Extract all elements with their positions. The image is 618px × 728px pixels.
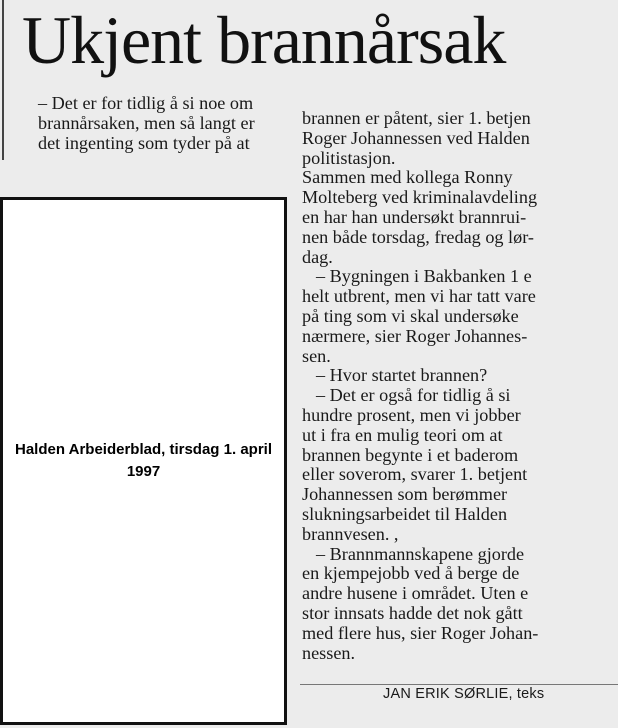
article-column-left [38, 94, 255, 153]
article-line: brannen er påtent, sier 1. betjen [302, 108, 531, 128]
article-line: sen. [302, 345, 331, 366]
caption-text: Halden Arbeiderblad, tirsdag 1. april 1997 [14, 441, 272, 480]
article-line: nen både torsdag, fredag og lør- [302, 226, 534, 247]
article-line: – Hvor startet brannen? [316, 365, 488, 386]
article-line: – Det er for tidlig å si noe om [38, 93, 254, 113]
article-line: med flere hus, sier Roger Johan- [302, 622, 539, 643]
article-line: Molteberg ved kriminalavdeling [302, 187, 538, 208]
column-rule [2, 0, 4, 160]
article-line: helt utbrent, men vi har tatt vare [302, 286, 536, 307]
article-line: dag. [302, 246, 333, 267]
article-line: ut i fra en mulig teori om at [302, 424, 503, 445]
article-line: på ting som vi skal undersøke [302, 305, 519, 326]
article-line: brannvesen. , [302, 523, 399, 544]
caption-box [0, 197, 287, 725]
article-line: andre husene i området. Uten e [302, 583, 529, 604]
article-line: – Det er også for tidlig å si [316, 385, 511, 406]
article-line: det ingenting som tyder på at [38, 132, 250, 153]
article-line: Sammen med kollega Ronny [302, 167, 513, 188]
article-line: – Brannmannskapene gjorde [316, 543, 525, 564]
article-line: slukningsarbeidet til Halden [302, 503, 508, 524]
article-line: – Bygningen i Bakbanken 1 e [316, 266, 532, 287]
article-line: nærmere, sier Roger Johannes- [302, 325, 528, 346]
article-line: politistasjon. [302, 147, 396, 168]
article-line: nessen. [302, 642, 356, 663]
article-line: en kjempejobb ved å berge de [302, 563, 520, 584]
article-column-right [302, 109, 538, 663]
article-line: Roger Johannessen ved Halden [302, 127, 530, 148]
article-line: brannårsaken, men så langt er [38, 112, 255, 133]
article-line: hundre prosent, men vi jobber [302, 404, 521, 425]
article-line: brannen begynte i et baderom [302, 444, 519, 465]
article-line: stor innsats hadde det nok gått [302, 602, 523, 623]
article-line: Johannessen som berømmer [302, 484, 508, 505]
article-line: en har han undersøkt brannrui- [302, 206, 527, 227]
byline: JAN ERIK SØRLIE, teks [383, 686, 545, 702]
headline: Ukjent brannårsak [22, 2, 506, 78]
article-line: eller soverom, svarer 1. betjent [302, 464, 528, 485]
